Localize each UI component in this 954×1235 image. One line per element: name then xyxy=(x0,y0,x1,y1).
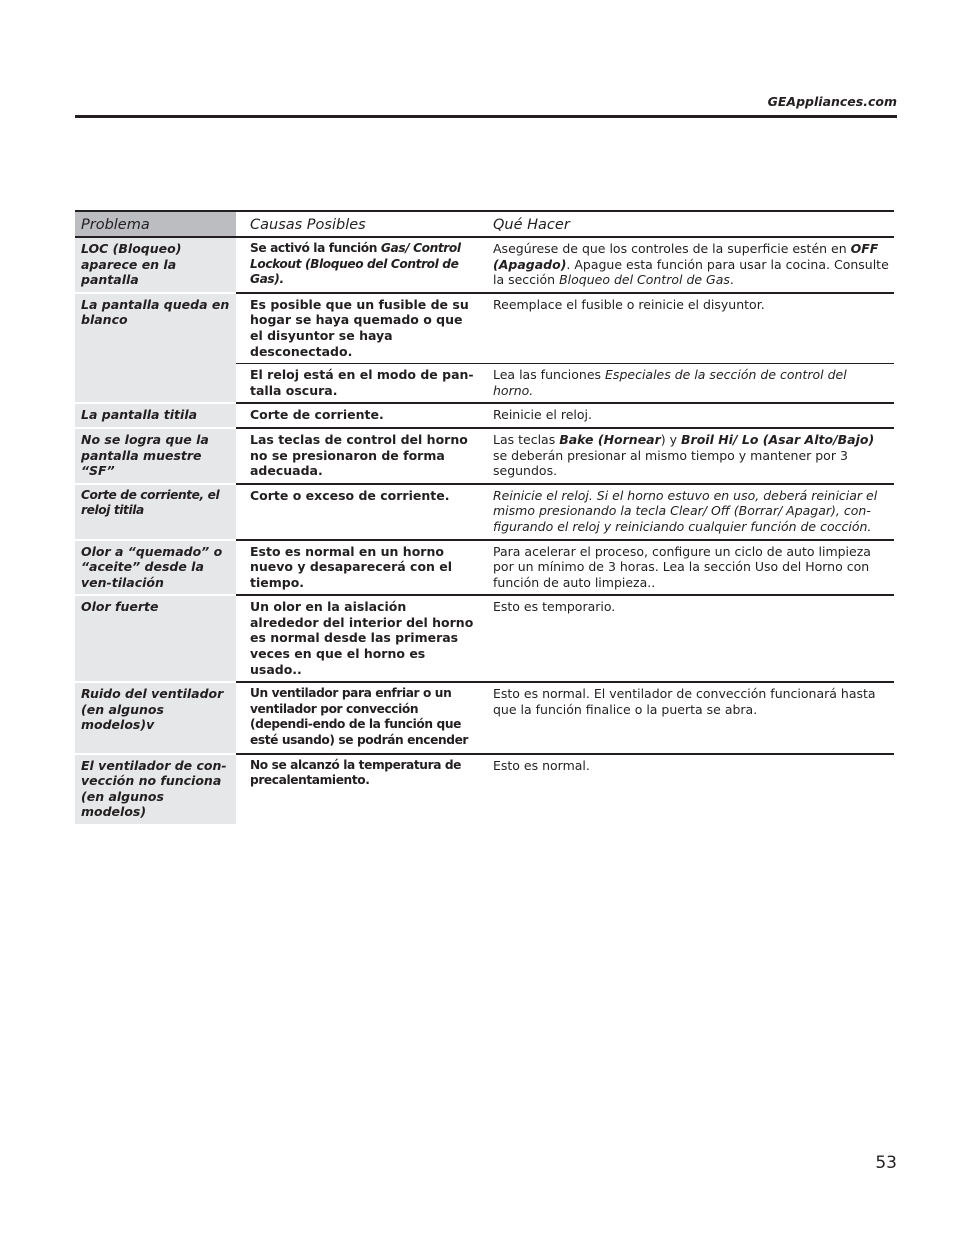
problem-cell: LOC (Bloqueo) aparece en la pantalla xyxy=(75,237,236,293)
problem-cell: La pantalla titila xyxy=(75,403,236,428)
cause-cell: Esto es normal en un horno nuevo y desaparecerá con el tiempo. xyxy=(236,540,480,596)
table-row xyxy=(75,540,894,596)
site-url: GEAppliances.com xyxy=(767,94,897,109)
header-rule xyxy=(75,115,897,118)
cause-cell: Corte o exceso de corriente. xyxy=(236,484,480,540)
cause-cell: Las teclas de control del horno no se presionaron de forma adecuada. xyxy=(236,428,480,484)
table-row xyxy=(75,428,894,484)
action-cell: Asegúrese de que los controles de la superficie estén en OFF (Apagado). Apague esta función para usar la cocina. Consulte la sección Bloqueo del Control de Gas. xyxy=(480,237,894,293)
table-row xyxy=(75,484,894,540)
header-problem: Problema xyxy=(75,211,236,237)
page-number: 53 xyxy=(875,1153,897,1173)
action-cell: Reinicie el reloj. xyxy=(480,403,894,428)
problem-cell: No se logra que la pantalla muestre “SF” xyxy=(75,428,236,484)
table-row xyxy=(75,754,894,824)
problem-cell: El ventilador de con-vección no funciona (en algunos modelos) xyxy=(75,754,236,824)
cause-cell: Un olor en la aislación alrededor del interior del horno es normal desde las primeras veces en que el horno es usado.. xyxy=(236,595,480,682)
table-header-row xyxy=(75,211,894,237)
cause-cell: Un ventilador para enfriar o un ventilador por convección (dependi-endo de la función que esté usando) se podrán encender xyxy=(236,682,480,753)
action-cell: Esto es temporario. xyxy=(480,595,894,682)
problem-cell: Olor fuerte xyxy=(75,595,236,682)
problem-cell: Ruido del ventilador (en algunos modelos)v xyxy=(75,682,236,753)
cause-cell: Es posible que un fusible de su hogar se haya quemado o que el disyuntor se haya desconectado. xyxy=(236,293,480,364)
troubleshooting-table xyxy=(75,210,894,824)
action-cell: Esto es normal. El ventilador de convección funcionará hasta que la función finalice o la puerta se abra. xyxy=(480,682,894,753)
action-cell: Reemplace el fusible o reinicie el disyuntor. xyxy=(480,293,894,364)
action-cell: Para acelerar el proceso, configure un ciclo de auto limpieza por un mínimo de 3 horas. Lea la sección Uso del Horno con función de auto limpieza.. xyxy=(480,540,894,596)
header-causes: Causas Posibles xyxy=(236,211,480,237)
table-row xyxy=(75,403,894,428)
cause-cell: Corte de corriente. xyxy=(236,403,480,428)
action-cell: Las teclas Bake (Hornear) y Broil Hi/ Lo (Asar Alto/Bajo) se deberán presionar al mismo tiempo y mantener por 3 segundos. xyxy=(480,428,894,484)
cause-cell: El reloj está en el modo de pan-talla oscura. xyxy=(236,364,480,404)
cause-cell: Se activó la función Gas/ Control Lockout (Bloqueo del Control de Gas). xyxy=(236,237,480,293)
problem-cell: Corte de corriente, el reloj titila xyxy=(75,484,236,540)
action-cell: Esto es normal. xyxy=(493,757,590,773)
problem-cell: La pantalla queda en blanco xyxy=(75,293,236,404)
table-row xyxy=(75,237,894,293)
action-cell: Reinicie el reloj. Si el horno estuvo en uso, deberá reiniciar el mismo presionando la tecla Clear/ Off (Borrar/ Apagar), con-figurando el reloj y reiniciando cualquier función de cocción. xyxy=(480,484,894,540)
cause-cell: No se alcanzó la temperatura de precalentamiento. xyxy=(250,757,462,788)
header-action: Qué Hacer xyxy=(480,211,894,237)
problem-cell: Olor a “quemado” o “aceite” desde la ven-tilación xyxy=(75,540,236,596)
table-row xyxy=(75,595,894,682)
table-row xyxy=(75,682,894,753)
action-cell: Lea las funciones Especiales de la sección de control del horno. xyxy=(480,364,894,404)
table-row xyxy=(75,293,894,364)
